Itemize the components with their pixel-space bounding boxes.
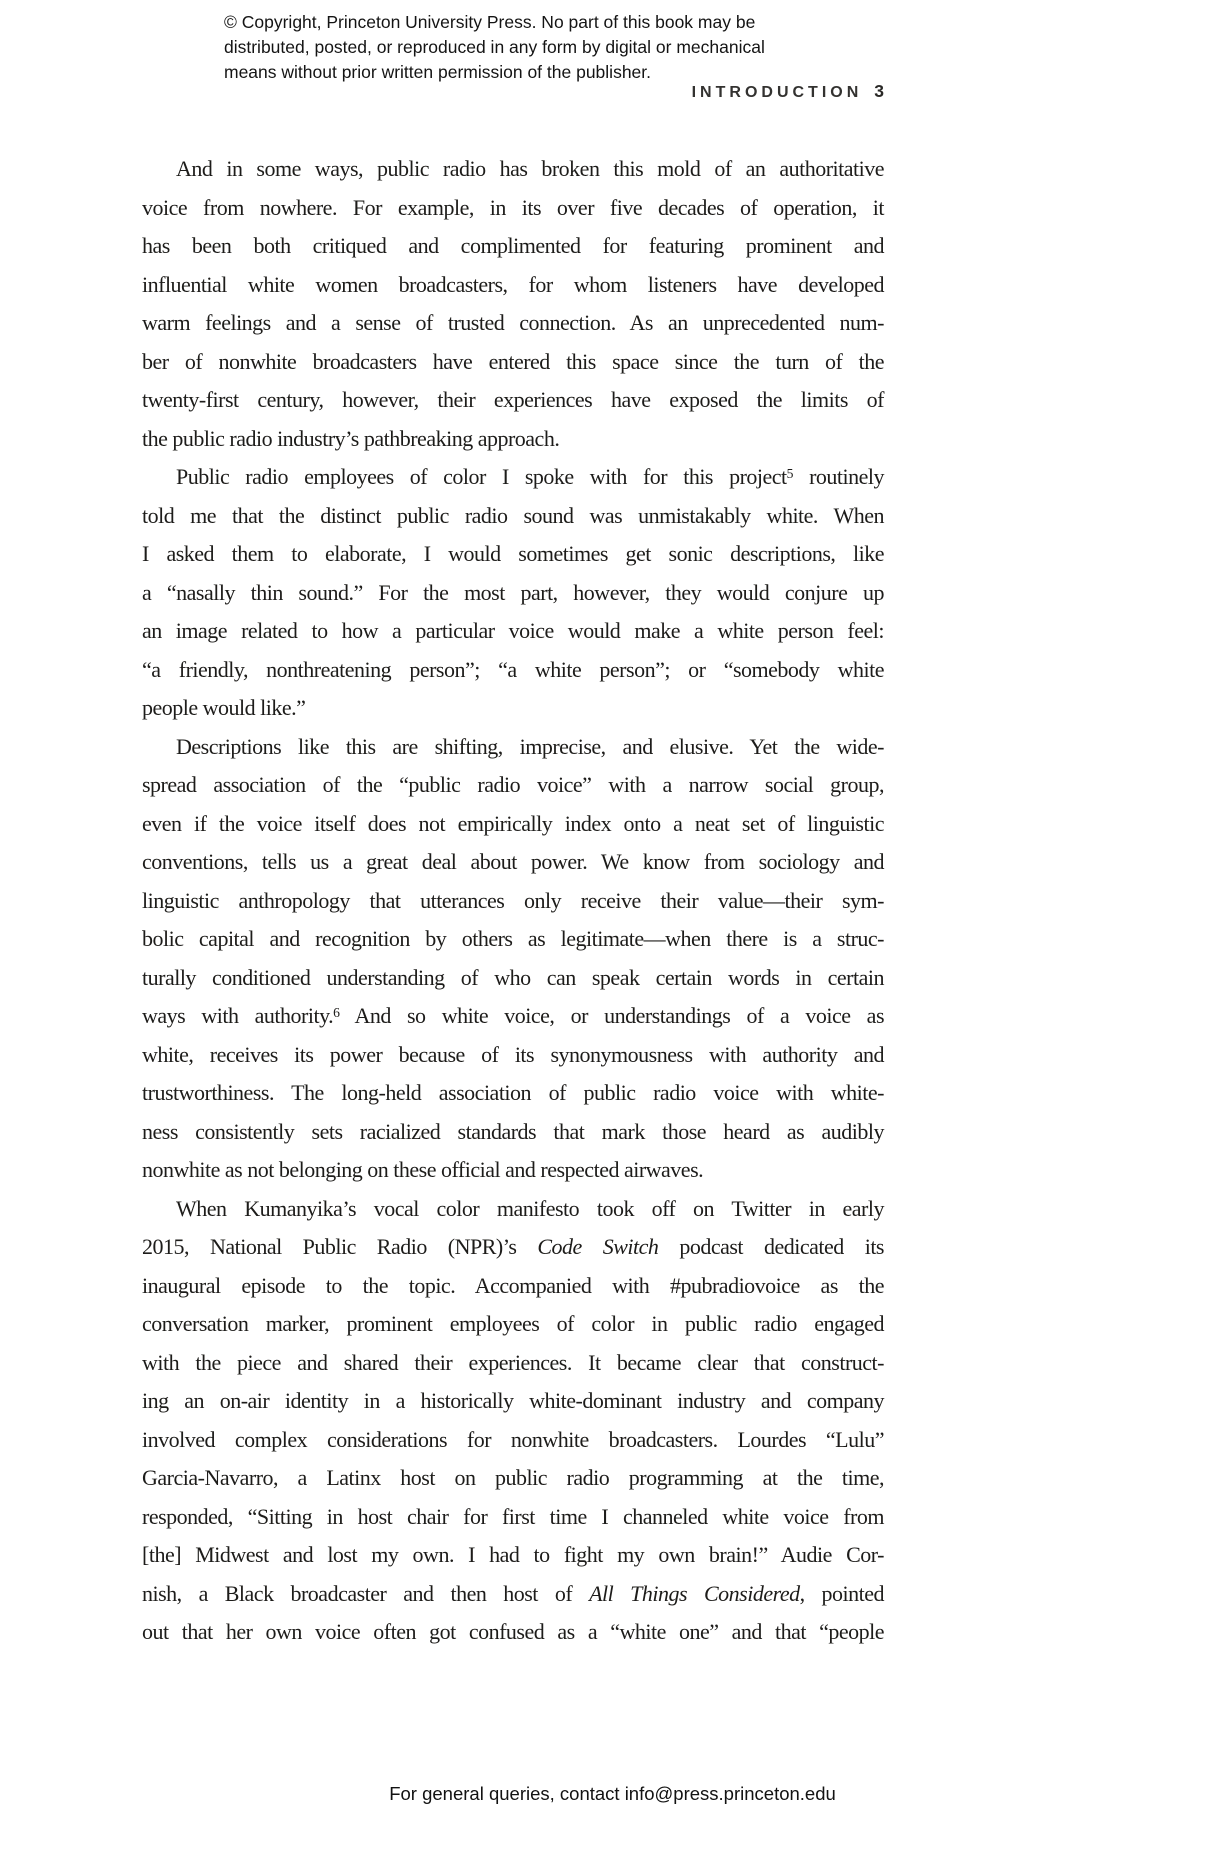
body-line [142,1459,884,1498]
italic-title-text: Code Switch [537,1234,659,1259]
body-line [142,959,884,998]
text-segment: linguistic anthropology that utterances only receive their value—their sym- [142,887,884,913]
body-line [142,535,884,574]
text-segment: involved complex considerations for nonwhite broadcasters. Lourdes “Lulu” [142,1426,884,1452]
text-segment: conventions, tells us a great deal about power. We know from sociology and [142,849,884,874]
body-line [142,882,884,921]
text-segment: with the piece and shared their experiences. It became clear that construct- [142,1349,884,1375]
running-head-title: INTRODUCTION [691,84,863,101]
body-line [142,1344,884,1383]
text-segment: Public radio employees of color I spoke with for this project [176,464,787,489]
text-segment: white, receives its power because of its synonymousness with authority and [142,1041,884,1067]
body-line [142,1305,884,1344]
body-line [142,1613,884,1652]
text-segment: told me that the distinct public radio sound was unmistakably white. When [142,502,884,528]
text-segment: podcast dedicated its [658,1234,884,1259]
text-segment: the public radio industry’s pathbreaking approach. [142,425,560,451]
body-line [142,189,884,228]
text-segment: When Kumanyika’s vocal color manifesto took off on Twitter in early [176,1195,884,1221]
body-line [142,612,884,651]
body-text [142,150,884,1652]
text-segment: trustworthiness. The long-held association of public radio voice with white- [142,1080,884,1105]
text-segment: , pointed [799,1580,884,1606]
text-segment: a “nasally thin sound.” For the most part, however, they would conjure up [142,579,884,605]
body-line [142,150,884,189]
text-segment: influential white women broadcasters, for whom listeners have developed [142,271,884,297]
page-number: 3 [874,81,884,101]
body-line [142,343,884,382]
body-line [142,843,884,882]
text-segment: ness consistently sets racialized standards that mark those heard as audibly [142,1118,884,1144]
footnote-reference: 6 [333,1004,340,1020]
body-paragraph [142,458,884,728]
body-line [142,805,884,844]
body-line [142,1113,884,1152]
text-segment: [the] Midwest and lost my own. I had to fight my own brain!” Audie Cor- [142,1542,884,1567]
text-segment: inaugural episode to the topic. Accompanied with #pubradiovoice as the [142,1272,884,1298]
body-line [142,920,884,959]
text-segment: 2015, National Public Radio (NPR)’s [142,1234,538,1259]
text-segment: bolic capital and recognition by others as legitimate—when there is a struc- [142,926,884,951]
text-segment: responded, “Sitting in host chair for first time I channeled white voice from [142,1503,884,1529]
body-line [142,1190,884,1229]
body-line [142,574,884,613]
body-line [142,1575,884,1614]
copyright-notice [224,10,765,85]
body-paragraph [142,1190,884,1652]
body-line [142,1382,884,1421]
text-segment: I asked them to elaborate, I would sometimes get sonic descriptions, like [142,541,884,566]
body-line [142,997,884,1036]
body-line [142,689,884,728]
text-segment: ing an on-air identity in a historically white-dominant industry and company [142,1388,884,1413]
copyright-line: distributed, posted, or reproduced in any form by digital or mechanical [224,37,765,57]
text-segment: “a friendly, nonthreatening person”; “a white person”; or “somebody white [142,656,884,682]
text-segment: nonwhite as not belonging on these official and respected airwaves. [142,1157,704,1182]
text-segment: conversation marker, prominent employees of color in public radio engaged [142,1311,884,1336]
body-line [142,420,884,459]
body-line [142,1074,884,1113]
text-segment: Garcia-Navarro, a Latinx host on public radio programming at the time, [142,1465,884,1490]
body-paragraph [142,150,884,458]
body-line [142,266,884,305]
copyright-line: means without prior written permission of the publisher. [224,62,652,82]
body-line [142,1036,884,1075]
text-segment: warm feelings and a sense of trusted connection. As an unprecedented num- [142,310,884,335]
body-line [142,497,884,536]
body-line [142,227,884,266]
body-line [142,1498,884,1537]
text-segment: an image related to how a particular voice would make a white person feel: [142,618,884,643]
text-segment: spread association of the “public radio voice” with a narrow social group, [142,772,884,797]
text-segment: people would like.” [142,695,306,720]
text-segment: routinely [792,464,884,489]
footer-query-line: For general queries, contact info@press.princeton.edu [389,1783,836,1804]
text-segment: voice from nowhere. For example, in its over five decades of operation, it [142,194,884,220]
text-segment: turally conditioned understanding of who can speak certain words in certain [142,964,884,990]
text-segment: ber of nonwhite broadcasters have entered this space since the turn of the [142,348,884,374]
text-segment: out that her own voice often got confused as a “white one” and that “people [142,1619,884,1644]
text-segment: nish, a Black broadcaster and then host of [142,1580,590,1606]
body-line [142,1421,884,1460]
body-line [142,766,884,805]
body-line [142,381,884,420]
text-segment: And so white voice, or understandings of a voice as [339,1003,885,1028]
body-line [142,304,884,343]
footnote-reference: 5 [786,465,793,481]
text-segment: twenty-first century, however, their experiences have exposed the limits of [142,387,884,412]
body-line [142,458,884,497]
copyright-line: © Copyright, Princeton University Press. No part of this book may be [224,12,756,32]
body-line [142,651,884,690]
text-segment: even if the voice itself does not empirically index onto a neat set of linguistic [142,810,884,836]
body-line [142,1228,884,1267]
text-segment: And in some ways, public radio has broken this mold of an authoritative [176,156,884,181]
italic-title-text: All Things Considered [589,1580,800,1606]
body-paragraph [142,728,884,1190]
body-line [142,1151,884,1190]
text-segment: has been both critiqued and complimented for featuring prominent and [142,233,884,258]
text-segment: ways with authority. [142,1003,334,1028]
body-line [142,1536,884,1575]
text-segment: Descriptions like this are shifting, imprecise, and elusive. Yet the wide- [176,733,884,759]
body-line [142,728,884,767]
running-head [142,81,884,102]
body-line [142,1267,884,1306]
